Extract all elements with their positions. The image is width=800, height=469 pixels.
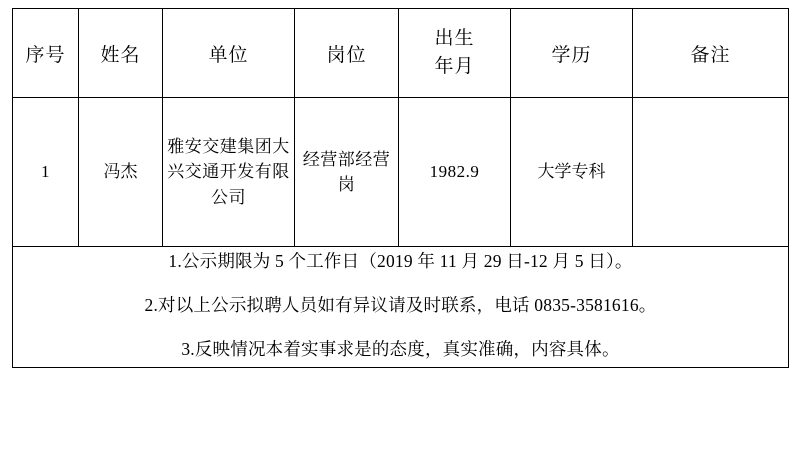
note-line-2: 2.对以上公示拟聘人员如有异议请及时联系，电话 0835-3581616。 bbox=[144, 295, 657, 315]
column-header-birth bbox=[399, 9, 511, 98]
note-line-3: 3.反映情况本着实事求是的态度，真实准确，内容具体。 bbox=[181, 339, 620, 359]
table-body bbox=[13, 98, 789, 368]
column-header-seq: 序号 bbox=[13, 9, 79, 98]
table-row bbox=[13, 98, 789, 247]
notes-cell bbox=[13, 247, 789, 368]
note-line-1: 1.公示期限为 5 个工作日（2019 年 11 月 29 日-12 月 5 日）。 bbox=[168, 251, 633, 271]
column-header-birth-line2: 年月 bbox=[434, 56, 475, 77]
public-notice-table bbox=[12, 8, 789, 368]
table-header bbox=[13, 9, 789, 98]
column-header-unit: 单位 bbox=[163, 9, 295, 98]
cell-post: 经营部经营岗 bbox=[295, 98, 399, 247]
column-header-note: 备注 bbox=[633, 9, 789, 98]
cell-seq: 1 bbox=[13, 98, 79, 247]
column-header-post: 岗位 bbox=[295, 9, 399, 98]
cell-name: 冯杰 bbox=[79, 98, 163, 247]
cell-birth: 1982.9 bbox=[399, 98, 511, 247]
column-header-birth-line1: 出生 bbox=[434, 28, 475, 50]
column-header-name: 姓名 bbox=[79, 9, 163, 98]
table-notes-row bbox=[13, 247, 789, 368]
table-header-row bbox=[13, 9, 789, 98]
cell-note bbox=[633, 98, 789, 247]
cell-education: 大学专科 bbox=[511, 98, 633, 247]
column-header-education: 学历 bbox=[511, 9, 633, 98]
cell-unit: 雅安交建集团大兴交通开发有限公司 bbox=[163, 98, 295, 247]
